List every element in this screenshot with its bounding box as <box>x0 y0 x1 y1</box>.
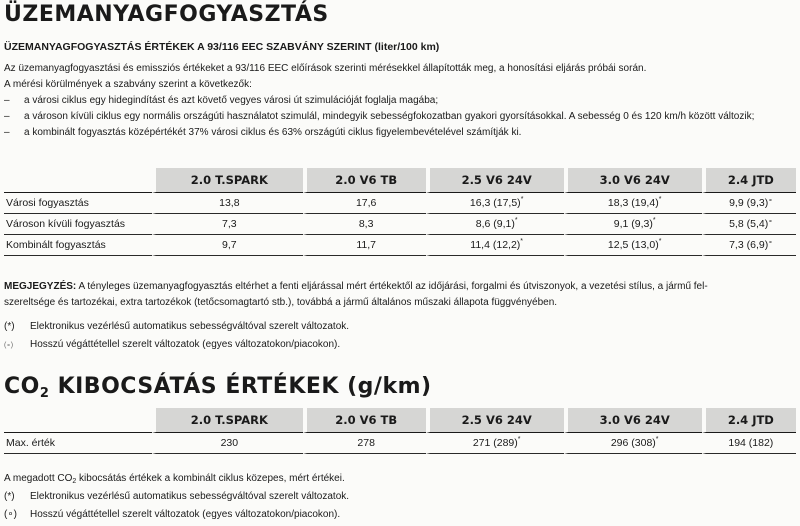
co2-legend-automatic: (*) Elektronikus vezérlésű automatikus sebességváltóval szerelt változatok. <box>4 491 350 502</box>
engine-header: 2.5 V6 24V <box>426 408 564 432</box>
engine-header: 3.0 V6 24V <box>564 408 702 432</box>
engine-header: 2.0 T.SPARK <box>152 168 303 192</box>
legend-automatic: (*) Elektronikus vezérlésű automatikus sebességváltóval szerelt változatok. <box>4 321 350 332</box>
intro-paragraph: Az üzemanyagfogyasztási és emissziós értékeket a 93/116 EEC előírások szerinti mérésekkel állapították meg, a honosítási eljárás próbái során. <box>4 63 647 74</box>
bullet-item: – a városon kívüli ciklus egy normális országúti használatot szimulál, mindegyik sebességfokozatban gyakori gyorsításokkal. A sebesség 0 és 120 km/h között változik; <box>4 111 755 122</box>
note-label: MEGJEGYZÉS: <box>4 281 77 292</box>
table-cell: 9,9 (9,3)∘ <box>702 192 796 214</box>
engine-header: 2.5 V6 24V <box>426 168 564 192</box>
table-cell: 16,3 (17,5)* <box>426 192 564 214</box>
engine-header: 3.0 V6 24V <box>564 168 702 192</box>
table-row <box>4 235 796 256</box>
engine-header: 2.4 JTD <box>702 168 796 192</box>
table-cell: 271 (289)* <box>426 432 564 454</box>
table-cell: 230 <box>152 432 303 454</box>
table-row <box>4 432 796 454</box>
note-paragraph: MEGJEGYZÉS: A tényleges üzemanyagfogyasztás eltérhet a fenti eljárással mért értékektől az időjárási, forgalmi és útviszonyok, a vezetési stílus, a jármű fel- <box>4 281 708 292</box>
table-cell: 194 (182) <box>702 432 796 454</box>
table-cell: 5,8 (5,4)∘ <box>702 214 796 235</box>
table-cell: 17,6 <box>303 192 426 214</box>
row-label: Városon kívüli fogyasztás <box>4 214 152 235</box>
engine-header: 2.4 JTD <box>702 408 796 432</box>
table-cell: 9,1 (9,3)* <box>564 214 702 235</box>
row-label: Max. érték <box>4 432 152 454</box>
table-row <box>4 214 796 235</box>
fuel-consumption-table <box>4 168 796 256</box>
section-subtitle: ÜZEMANYAGFOGYASZTÁS ÉRTÉKEK A 93/116 EEC SZABVÁNY SZERINT (liter/100 km) <box>4 41 440 53</box>
row-label: Kombinált fogyasztás <box>4 235 152 256</box>
table-cell: 8,6 (9,1)* <box>426 214 564 235</box>
co2-legend-long-gear: (∘) Hosszú végáttétellel szerelt változatok (egyes változatokon/piacokon). <box>4 509 341 520</box>
note-paragraph-continued: szereltsége és tartozékai, extra tartozékok (tetőcsomagtartó stb.), továbbá a jármű általános műszaki állapota függvényében. <box>4 297 558 308</box>
bullet-item: – a városi ciklus egy hidegindítást és azt követő vegyes városi út szimulációját foglalja magába; <box>4 95 439 106</box>
co2-title: CO2 KIBOCSÁTÁS ÉRTÉKEK (g/km) <box>4 374 432 401</box>
table-cell: 278 <box>303 432 426 454</box>
table-cell: 12,5 (13,0)* <box>564 235 702 256</box>
table-cell: 11,7 <box>303 235 426 256</box>
table-cell: 13,8 <box>152 192 303 214</box>
table-cell: 11,4 (12,2)* <box>426 235 564 256</box>
table-cell: 296 (308)* <box>564 432 702 454</box>
table-cell: 9,7 <box>152 235 303 256</box>
engine-header: 2.0 T.SPARK <box>152 408 303 432</box>
table-cell: 7,3 <box>152 214 303 235</box>
co2-note: A megadott $CO_2$ kibocsátás értékek a kombinált ciklus közepes, mért értékei. <box>4 473 345 485</box>
bullet-item: – a kombinált fogyasztás középértékét 37% városi ciklus és 63% országúti ciklus figyelembevételével számítják ki. <box>4 127 522 138</box>
page-title: ÜZEMANYAGFOGYASZTÁS <box>4 2 329 27</box>
table-cell: 18,3 (19,4)* <box>564 192 702 214</box>
engine-header: 2.0 V6 TB <box>303 168 426 192</box>
table-corner <box>4 168 152 192</box>
table-corner <box>4 408 152 432</box>
row-label: Városi fogyasztás <box>4 192 152 214</box>
intro-conditions: A mérési körülmények a szabvány szerint a következők: <box>4 79 252 90</box>
co2-table <box>4 408 796 454</box>
engine-header: 2.0 V6 TB <box>303 408 426 432</box>
legend-long-gear: (∘) Hosszú végáttétellel szerelt változatok (egyes változatokon/piacokon). <box>4 339 341 350</box>
table-row <box>4 192 796 214</box>
table-cell: 7,3 (6,9)∘ <box>702 235 796 256</box>
table-cell: 8,3 <box>303 214 426 235</box>
